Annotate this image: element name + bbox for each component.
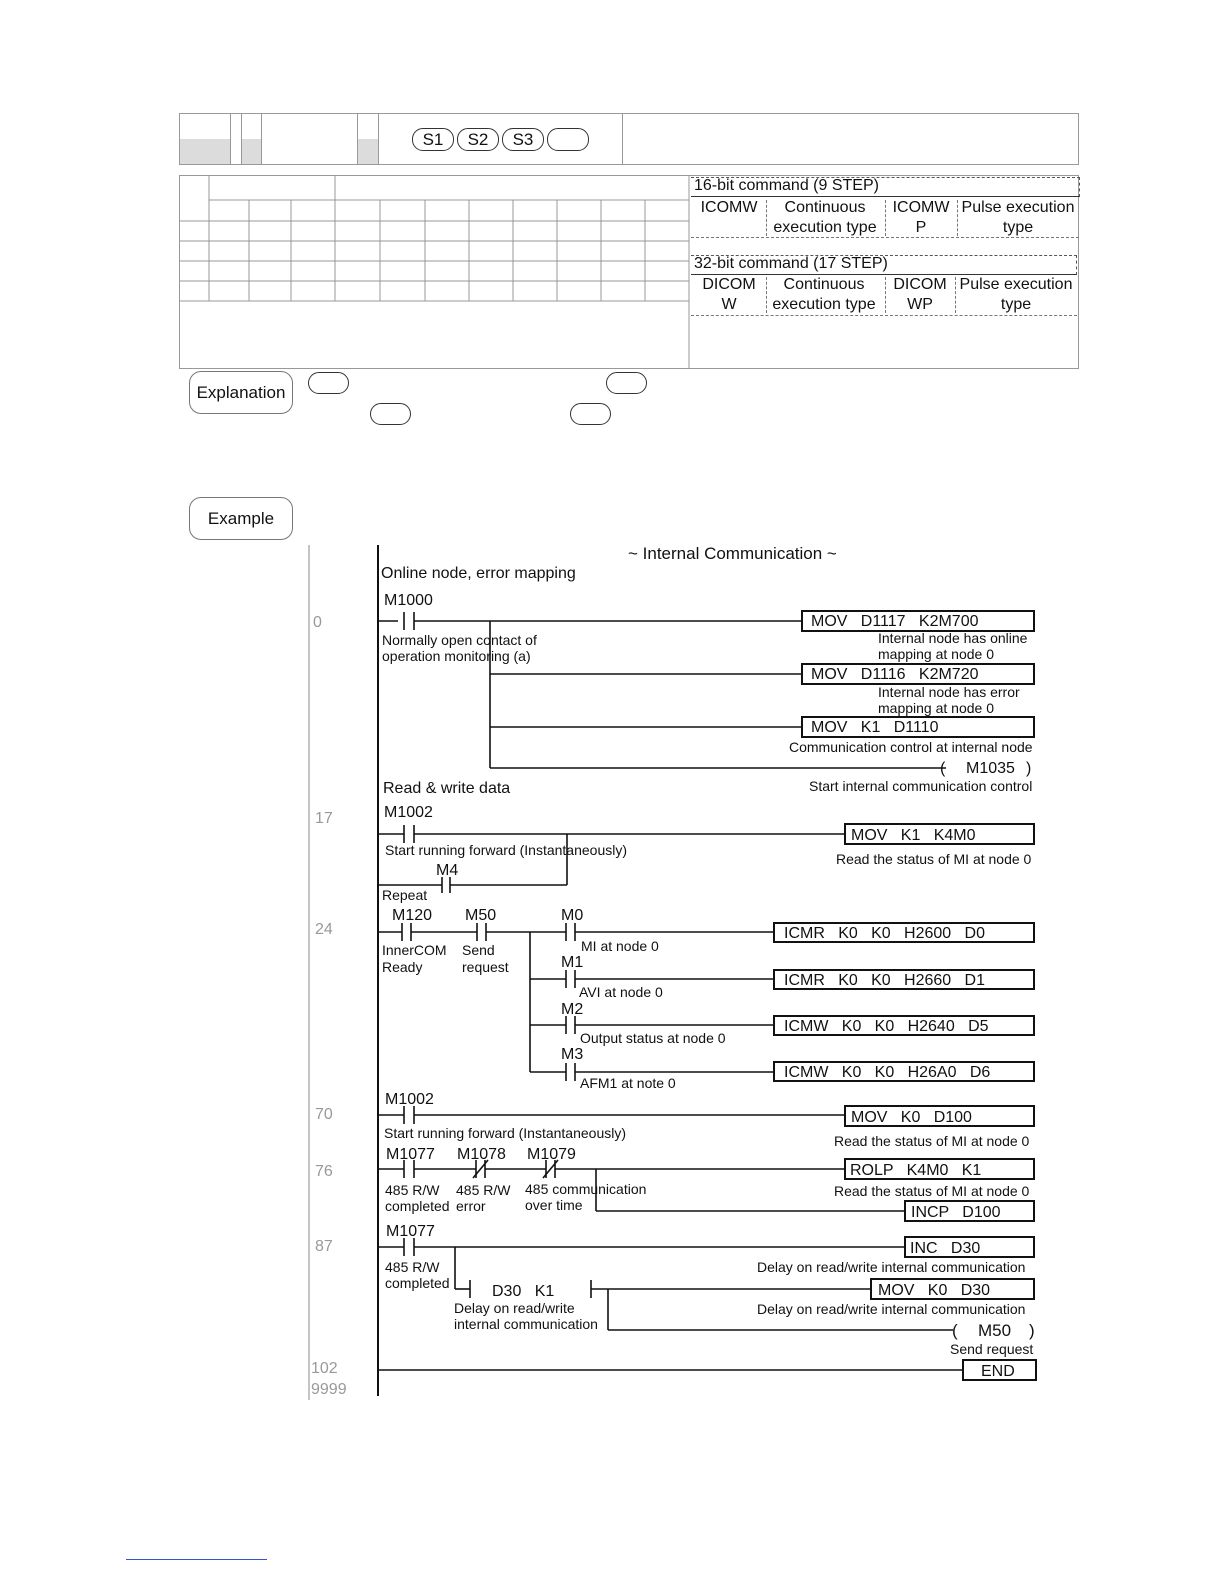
compare-note: Delay on read/write internal communication (454, 1300, 598, 1332)
coil-note: Start internal communication control (809, 778, 1033, 794)
ladder-title: ~ Internal Communication ~ (628, 544, 837, 563)
command-16-pulse-name: ICOMW P (892, 199, 950, 236)
instruction-box: INCP D100 (911, 1204, 1001, 1221)
operand-s2: S2 (457, 128, 499, 151)
instruction-note: Delay on read/write internal communication (757, 1301, 1026, 1317)
instruction-box: ICMR K0 K0 H2600 D0 (784, 925, 985, 942)
contact-note: Output status at node 0 (580, 1030, 726, 1046)
contact-note: 485 R/W error (456, 1182, 511, 1214)
instruction-box: MOV K1 K4M0 (851, 827, 976, 844)
coil-left-paren: ( (940, 760, 946, 777)
contact-label: M1077 (386, 1223, 435, 1240)
coil-left-paren: ( (952, 1321, 958, 1340)
contact-note: InnerCOM Ready (382, 942, 447, 975)
example-button[interactable]: Example (189, 497, 293, 540)
contact-label: M1 (561, 954, 584, 971)
contact-note: 485 communication over time (525, 1181, 647, 1213)
contact-note: 485 R/W completed (385, 1182, 450, 1214)
contact-label: M1078 (457, 1146, 506, 1163)
contact-label: M120 (392, 907, 433, 924)
contact-note: AVI at node 0 (579, 984, 663, 1000)
instruction-note: Communication control at internal node (789, 739, 1033, 755)
contact-note: Start running forward (Instantaneously) (385, 842, 628, 858)
step-number: 102 (311, 1360, 338, 1377)
command-16-pulse-type: Pulse execution type (961, 199, 1075, 236)
command-16-cont-type: Continuous execution type (773, 199, 877, 236)
operand-s3: S3 (502, 128, 544, 151)
contact-note: Repeat (382, 887, 428, 903)
contact-label: M4 (436, 862, 459, 879)
instruction-box: MOV K1 D1110 (811, 719, 939, 736)
contact-label: M1002 (384, 804, 433, 821)
instruction-box: INC D30 (910, 1240, 981, 1257)
contact-label: M0 (561, 907, 584, 924)
contact-note: Normally open contact of operation monitoring (a) (382, 632, 537, 664)
coil-label: M1035 (966, 760, 1015, 777)
command-16-cont-name: ICOMW (700, 199, 758, 216)
step-number: 0 (313, 614, 322, 631)
contact-label: M1079 (527, 1146, 576, 1163)
coil-right-paren: ) (1029, 1321, 1035, 1340)
instruction-box: ICMW K0 K0 H2640 D5 (784, 1018, 989, 1035)
explanation-button[interactable]: Explanation (189, 371, 293, 414)
contact-note: AFM1 at note 0 (580, 1075, 676, 1091)
contact-note: Start running forward (Instantaneously) (384, 1125, 627, 1141)
coil-right-paren: ) (1026, 760, 1032, 777)
instruction-box: ROLP K4M0 K1 (850, 1162, 982, 1179)
step-number: 24 (315, 921, 333, 938)
coil-label: M50 (978, 1321, 1012, 1340)
instruction-box: ICMW K0 K0 H26A0 D6 (784, 1064, 991, 1081)
step-number: 17 (315, 810, 333, 827)
instruction-note: Read the status of MI at node 0 (836, 851, 1032, 867)
contact-label: M50 (465, 907, 497, 924)
command-32-pulse-name: DICOM WP (893, 276, 947, 313)
instruction-box: MOV K0 D30 (878, 1282, 991, 1299)
instruction-note: Delay on read/write internal communication (757, 1259, 1026, 1275)
contact-note: Send request (462, 942, 509, 975)
contact-label: M1002 (385, 1091, 434, 1108)
contact-label: M1077 (386, 1146, 435, 1163)
instruction-note: Internal node has error mapping at node 0 (878, 684, 1020, 716)
step-number: 76 (315, 1163, 333, 1180)
step-number: 9999 (311, 1381, 347, 1398)
contact-note: 485 R/W completed (385, 1259, 450, 1291)
instruction-box: ICMR K0 K0 H2660 D1 (784, 972, 985, 989)
end-instruction: END (981, 1363, 1015, 1380)
instruction-box: MOV K0 D100 (851, 1109, 972, 1126)
contact-label: M2 (561, 1001, 584, 1018)
contact-note: MI at node 0 (581, 938, 659, 954)
command-32-title: 32-bit command (17 STEP) (694, 255, 888, 272)
instruction-box: MOV D1116 K2M720 (811, 666, 979, 683)
instruction-note: Internal node has online mapping at node 0 (878, 630, 1028, 662)
step-number: 70 (315, 1106, 333, 1123)
instruction-note: Read the status of MI at node 0 (834, 1133, 1030, 1149)
coil-note: Send request (950, 1341, 1034, 1357)
step-number: 87 (315, 1238, 333, 1255)
command-16-title: 16-bit command (9 STEP) (694, 177, 879, 194)
compare-contact: D30 K1 (492, 1283, 555, 1300)
section-label: Online node, error mapping (381, 565, 576, 582)
contact-label: M3 (561, 1046, 584, 1063)
footer-rule (126, 1559, 267, 1560)
command-32-pulse-type: Pulse execution type (959, 276, 1073, 313)
operand-s1: S1 (412, 128, 454, 151)
command-32-cont-type: Continuous execution type (772, 276, 876, 313)
section-label: Read & write data (383, 780, 511, 797)
instruction-note: Read the status of MI at node 0 (834, 1183, 1030, 1199)
command-32-cont-name: DICOM W (702, 276, 756, 313)
instruction-box: MOV D1117 K2M700 (811, 613, 979, 630)
contact-label: M1000 (384, 592, 433, 609)
